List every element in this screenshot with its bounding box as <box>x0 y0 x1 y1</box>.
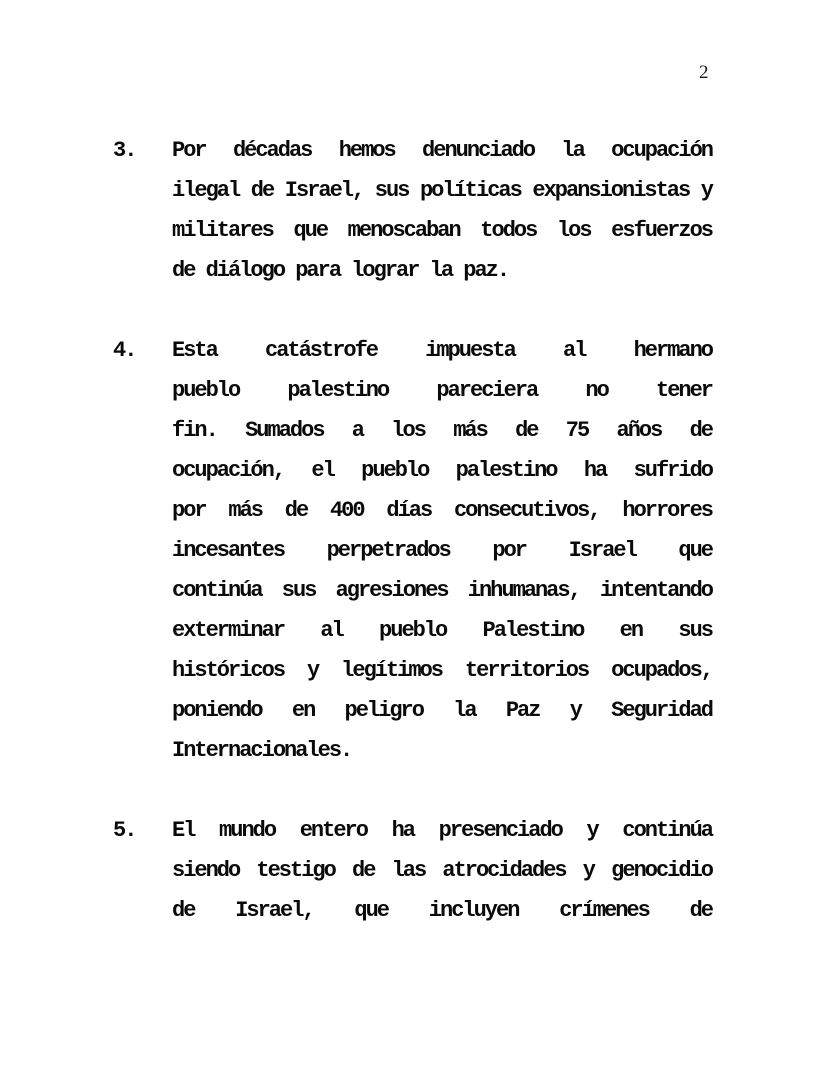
text-line: de diálogo para lograr la paz. <box>172 258 509 283</box>
text-line: continúa sus agresiones inhumanas, intentando <box>172 578 712 603</box>
paragraph-number: 4. <box>113 338 136 363</box>
text-line: incesantes perpetrados por Israel que <box>172 538 712 563</box>
paragraph-3 <box>113 131 712 291</box>
text-line: militares que menoscaban todos los esfuerzos <box>172 218 712 243</box>
text-line: Por décadas hemos denunciado la ocupación <box>172 138 712 163</box>
paragraph-text <box>172 131 712 291</box>
text-line: fin. Sumados a los más de 75 años de <box>172 418 712 443</box>
text-line: ilegal de Israel, sus políticas expansionistas y <box>172 178 712 203</box>
paragraph-4 <box>113 331 712 771</box>
text-line: Esta catástrofe impuesta al hermano <box>172 338 712 363</box>
text-line: El mundo entero ha presenciado y continúa <box>172 818 712 843</box>
text-line: siendo testigo de las atrocidades y genocidio <box>172 858 712 883</box>
text-line: pueblo palestino pareciera no tener <box>172 378 712 403</box>
paragraph-text <box>172 331 712 771</box>
paragraph-number: 5. <box>113 818 136 843</box>
text-line: por más de 400 días consecutivos, horrores <box>172 498 712 523</box>
text-line: poniendo en peligro la Paz y Seguridad <box>172 698 712 723</box>
paragraph-number: 3. <box>113 138 136 163</box>
paragraph-text <box>172 811 712 931</box>
page-number: 2 <box>699 62 709 83</box>
document-body <box>113 131 712 931</box>
text-line: históricos y legítimos territorios ocupados, <box>172 658 712 683</box>
text-line: ocupación, el pueblo palestino ha sufrido <box>172 458 712 483</box>
text-line: de Israel, que incluyen crímenes de <box>172 898 712 923</box>
paragraph-5 <box>113 811 712 931</box>
text-line: Internacionales. <box>172 738 352 763</box>
text-line: exterminar al pueblo Palestino en sus <box>172 618 712 643</box>
